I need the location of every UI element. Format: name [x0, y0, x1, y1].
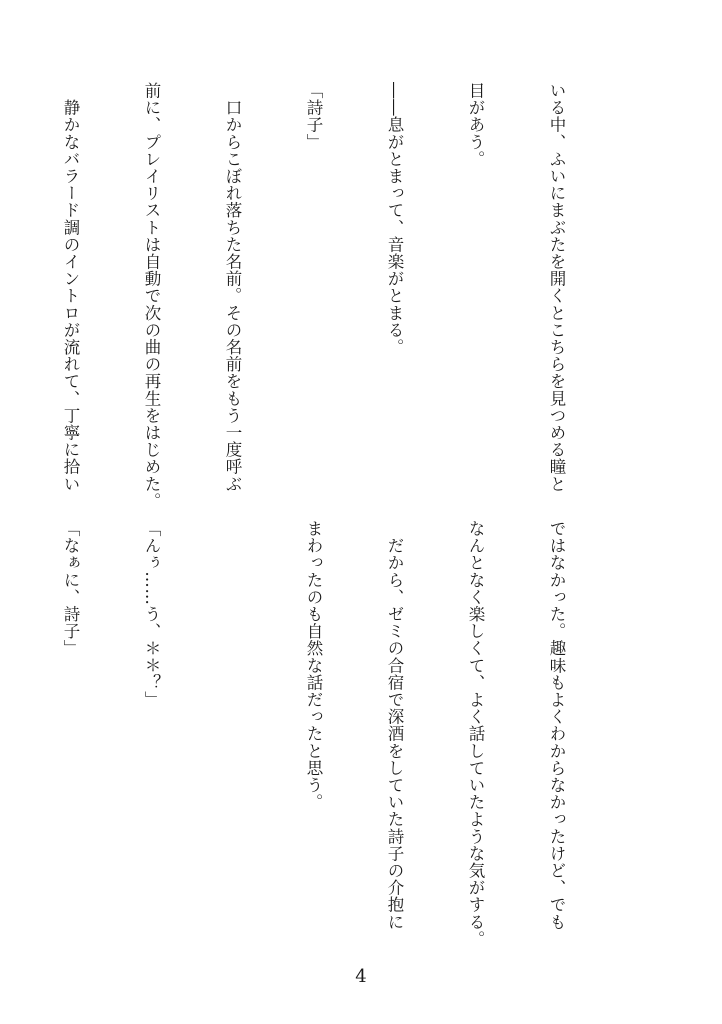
text-line: 口からこぼれ落ちた名前。その名前をもう一度呼ぶ [223, 82, 242, 493]
text-line: まわったのも自然な話だったと思う。 [304, 520, 323, 811]
text-line: ――息がとまって、音楽がとまる。 [385, 82, 404, 356]
text-line: 「なぁに、詩子」 [61, 520, 80, 657]
text-line [0, 520, 3, 930]
text-line: だから、ゼミの合宿で深酒をしていた詩子の介抱に [385, 520, 404, 931]
text-line: いる中、ふいにまぶたを開くとこちらを見つめる瞳と [547, 82, 566, 493]
blank-line [219, 520, 246, 930]
text-line [0, 82, 3, 492]
page-number: 4 [355, 966, 367, 987]
text-line: 静かなバラード調のイントロが流れて、丁寧に拾い [61, 82, 80, 493]
text-line: ではなかった。趣味もよくわからなかったけど、でも [547, 520, 566, 931]
text-line: 前に、プレイリストは自動で次の曲の再生をはじめた。 [142, 82, 161, 510]
text-line: 「んぅ……う、＊＊？」 [142, 520, 161, 709]
text-block-top [61, 82, 624, 510]
text-block-bottom [61, 520, 624, 948]
text-line: 「詩子」 [304, 82, 323, 151]
text-line: なんとなく楽しくて、よく話していたような気がする。 [466, 520, 485, 948]
text-line: 目があう。 [466, 82, 485, 168]
